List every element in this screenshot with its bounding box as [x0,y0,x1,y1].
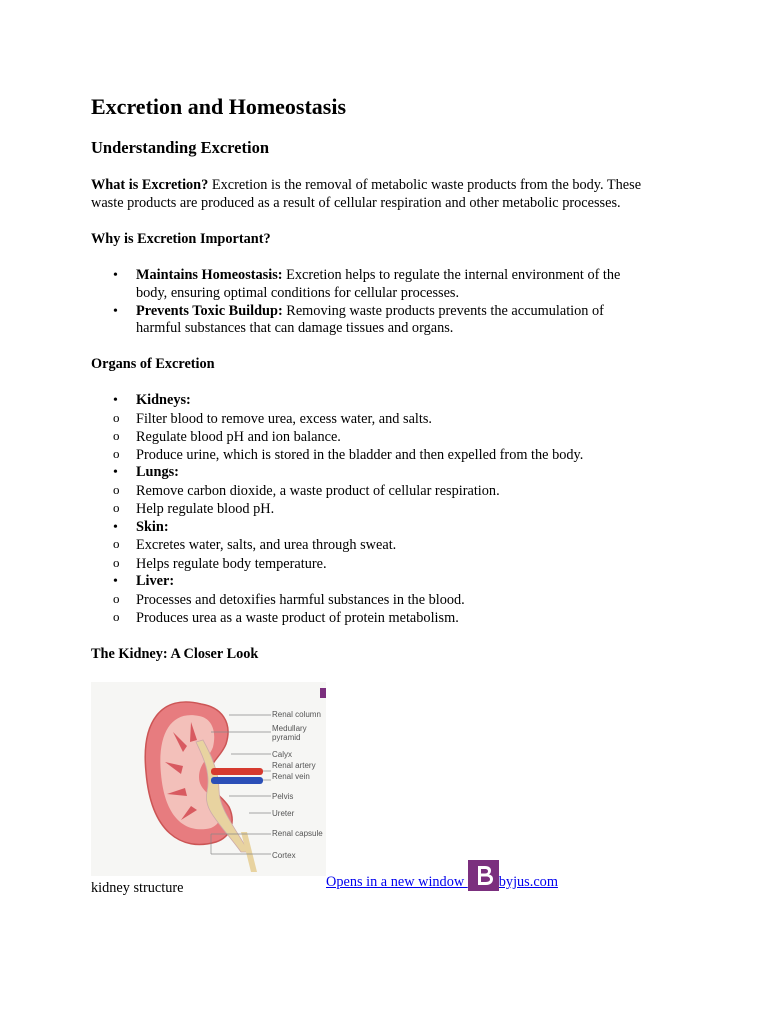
sub-item-text: Helps regulate body temperature. [136,555,327,572]
circle-bullet-icon: o [113,446,120,462]
bullet-icon: • [113,303,118,319]
organs-list [91,392,691,627]
organ-item-skin [91,519,691,573]
byjus-link[interactable] [468,874,558,890]
circle-bullet-icon: o [113,590,120,606]
source-link-row [326,860,558,891]
byjus-logo-icon [468,860,499,891]
organs-heading: Organs of Excretion [91,356,215,372]
kidney-structure-image [91,682,326,876]
sub-item-text: Help regulate blood pH. [136,501,275,518]
sub-list [91,410,691,465]
why-important-list [91,267,691,338]
list-item-text: harmful substances that can damage tissues and organs. [136,320,454,337]
bullet-icon: • [113,268,118,283]
figure-label-calyx: Calyx [272,750,293,759]
sub-item-text: Processes and detoxifies harmful substances in the blood. [136,591,465,608]
figure-label-ureter: Ureter [272,809,295,818]
organ-item-lungs [91,464,691,518]
figure-label-renal-artery: Renal artery [272,761,316,770]
sub-item-text: Produces urea as a waste product of protein metabolism. [136,609,459,626]
sub-item [91,446,691,464]
organ-item-liver [91,573,691,627]
bullet-icon: • [113,573,118,589]
circle-bullet-icon: o [113,482,120,498]
sub-list [91,536,691,572]
organ-item-kidneys [91,392,691,464]
kidney-heading: The Kidney: A Closer Look [91,646,259,662]
page-title: Excretion and Homeostasis [91,94,347,119]
list-item-text: body, ensuring optimal conditions for cellular processes. [136,284,460,301]
circle-bullet-icon: o [113,409,120,425]
figure-label-cortex: Cortex [272,851,296,860]
bullet-icon: • [113,519,118,535]
section-heading-understanding: Understanding Excretion [91,138,270,157]
kidney-diagram [91,682,326,876]
bullet-icon: • [113,393,118,408]
organ-label: Skin: [136,518,169,535]
list-item-label: Prevents Toxic Buildup: [136,302,283,319]
circle-bullet-icon: o [113,428,120,443]
circle-bullet-icon: o [113,536,120,552]
sub-item-text: Remove carbon dioxide, a waste product of cellular respiration. [136,483,500,500]
sub-item [91,609,691,627]
organ-label: Kidneys: [136,392,191,408]
sub-item [91,500,691,518]
organ-label: Liver: [136,572,175,589]
what-is-excretion-text-1: Excretion is the removal of metabolic waste products from the body. These [208,177,642,193]
opens-new-window-link[interactable]: Opens in a new window [326,874,468,890]
sub-item-text: Filter blood to remove urea, excess water, and salts. [136,410,432,427]
circle-bullet-icon: o [113,608,120,624]
sub-item [91,482,691,500]
list-item-label: Maintains Homeostasis: [136,267,283,283]
list-item [91,267,691,303]
sub-item [91,536,691,554]
sub-item-text: Produce urine, which is stored in the bladder and then expelled from the body. [136,447,584,464]
why-important-heading: Why is Excretion Important? [91,231,271,247]
list-item-text: Removing waste products prevents the accumulation of [282,302,604,319]
list-item [91,303,691,339]
circle-bullet-icon: o [113,500,120,516]
sub-item-text: Excretes water, salts, and urea through sweat. [136,537,397,554]
sub-item [91,410,691,428]
figure-caption: kidney structure [91,880,184,896]
organ-label: Lungs: [136,464,179,481]
figure-label-pyramid: pyramid [272,733,301,742]
figure-label-pelvis: Pelvis [272,792,294,801]
figure-label-renal-capsule: Renal capsule [272,829,323,838]
what-is-excretion-paragraph [91,177,681,212]
bullet-icon: • [113,465,118,481]
circle-bullet-icon: o [113,554,120,570]
sub-item [91,555,691,573]
sub-item-text: Regulate blood pH and ion balance. [136,429,341,445]
figure-label-renal-column: Renal column [272,710,321,719]
sub-item [91,428,691,446]
sub-list [91,591,691,627]
sub-item [91,591,691,609]
list-item-text: Excretion helps to regulate the internal environment of the [282,267,621,283]
figure-label-medullary: Medullary [272,724,307,733]
byjus-link-text: byjus.com [498,874,558,890]
figure-label-renal-vein: Renal vein [272,772,310,781]
what-is-excretion-label: What is Excretion? [91,177,209,193]
sub-list [91,482,691,518]
what-is-excretion-text-2: waste products are produced as a result of cellular respiration and other metabolic processes. [91,194,621,211]
